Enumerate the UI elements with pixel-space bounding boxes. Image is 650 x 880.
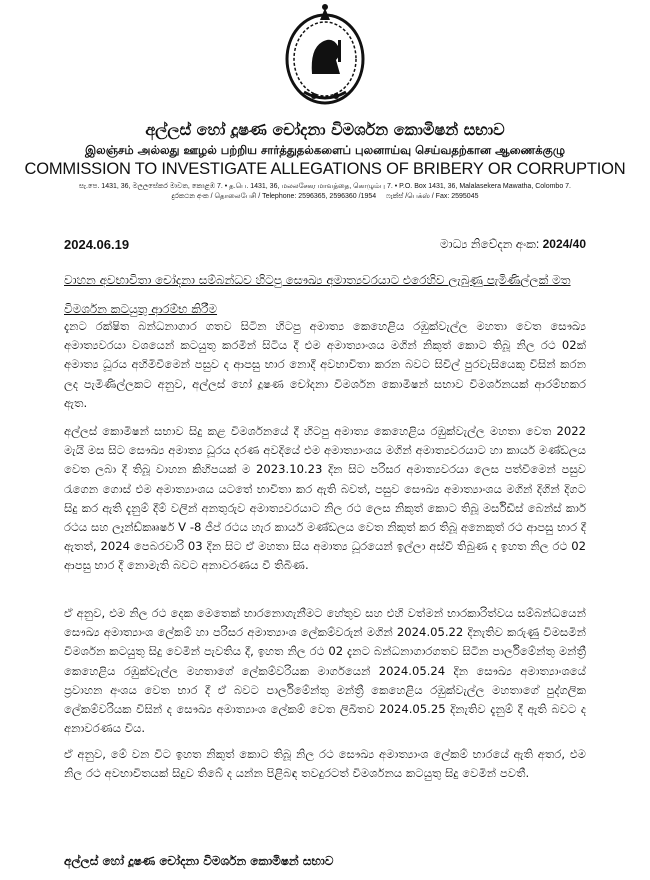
telephone: දුරකථන අංක / தொலைபேசி / Telephone: 2596365, 2596360 /1954 [171,193,377,200]
body-paragraph: ඒ අනුව, එම නිල රථ දෙක මෙතෙක් භාරනොගැනීමට හේතුව සහ එහි වත්මන් භාරකාරිත්වය සම්බන්ධයෙන් සෞඛ්‍ය අමාත්‍යාංශ ලේකම් හා පරිසර අමාත්‍යාංශ ලේකම්වරුන් මගින් 2024.05.22 දිනැතිව කරුණු විමසමින් විමර්ශන කටයුතු සිදු වෙමින් පැවතිය දී, ඉහත නිල රථ 02 දැනට බන්ධනාගාරගතව සිටින පාර්ලිමේන්තු මන්ත්‍රී කෙහෙළිය රඹුක්වැල්ල මහතාගේ ලේකම්වරියක මාර්ගයෙන් 2024.05.24 දින සෞඛ්‍ය අමාත්‍යාංශයේ ප්‍රවාහන අංශය වෙත භාර දී ඒ බවට පාර්ලිමේන්තු මන්ත්‍රී කෙහෙළිය රඹුක්වැල්ල මහතාගේ පුද්ගලික ලේකම්වරියක විසින් ද සෞඛ්‍ය අමාත්‍යාංශ ලේකම් වෙත ලිඛිතව 2024.05.25 දිනැතිව දැනුම් දී ඇති බවට ද අනාවරණය විය. [64,606,586,736]
release-reference [440,237,586,252]
commission-name-english: COMMISSION TO INVESTIGATE ALLEGATIONS OF BRIBERY OR CORRUPTION [24,160,626,178]
fax: ෆැක්ස් /பெக்ஸ் / Fax: 2595045 [385,193,479,200]
address-line: සැ.පෙ. 1431, 36, මලලසේකර මාවත, කොළඹ 7. • த.பெ. 1431, 36, மலலசேகர மாவத்தை, கொழும்பு 7. • P.O. Box 1431, 36, Malalasekera Mawatha, Colombo 7. [78,183,571,190]
release-number: 2024/40 [542,237,586,251]
release-label: මාධ්‍ය නිවේදන අංක: [440,237,540,251]
release-date: 2024.06.19 [64,237,130,252]
body-paragraph: අල්ලස් කොමිෂන් සභාව සිදු කළ විමර්ශනයේ දී හිටපු අමාත්‍ය කෙහෙළිය රඹුක්වැල්ල මහතා වෙත 2022 මැයි මස සිට සෞඛ්‍ය අමාත්‍ය ධූරය දරණ අවදියේ එම අමාත්‍යාංශය මගින් අමාත්‍යවරයාට හා කාර්ය මණ්ඩලය වෙත ලබා දී තිබූ වාහන කිහිපයක් ම 2023.10.23 දින සිට පරිසර අමාත්‍යවරයා ලෙස පත්වීමෙන් පසුව රැගෙන ගොස් එම අමාත්‍යාංශය යටතේ භාවිතා කර ඇති බවත්, පසුව සෞඛ්‍ය අමාත්‍යාංශය මගින් දිගින් දිගට සිදු කර ඇති දැනුම් දීම් වලින් අනතුරුව අමාත්‍යවරයාට නිල රථ ලෙස නිකුත් කොට තිබූ මර්සිඩීස් බෙන්ස් කාර් රථය සහ ලෑන්ඩ්කෲෂර් V -8 ජීප් රථය හැර කාර්ය මණ්ඩලය වෙත නිකුත් කර තිබූ අනෙකුත් රථ ආපසු භාර දී ඇතත්, 2024 පෙබරවාරි 03 දින සිට ඒ මහතා සිය අමාත්‍ය ධූරයෙන් ඉල්ලා අස්වී තිබුණ ද ඉහත නිල රථ 02 ආපසු භාර දී නොමැති බවට අනාවරණය වී තිබිණ. [64,424,586,573]
commission-name-tamil: இலஞ்சம் அல்லது ஊழல் பற்றிய சார்த்துதல்களைப் புலனாய்வு செய்வதற்கான ஆணைக்குழு [84,143,566,157]
contact-line [0,192,650,201]
document-title: වාහන අවභාවිතා චෝදනා සම්බන්ධව හිටපු සෞඛ්‍ය අමාත්‍යවරයාට එරෙහිව ලැබුණු පැමිණිල්ලක් මත විමර්ශන කටයුතු ආරම්භ කිරීම [64,273,571,316]
body-paragraph: දැනට රක්ෂිත බන්ධනාගාර ගතව සිටින හිටපු අමාත්‍ය කෙහෙළිය රඹුක්වැල්ල මහතා වෙත සෞඛ්‍ය අමාත්‍යවරයා වශයෙන් කටයුතු කරමින් සිටිය දී එම අමාත්‍යාංශය මගින් නිකුත් කොට තිබූ නිල රථ 02ක් අමාත්‍ය ධූරය අහිමිවීමෙන් පසුව ද ආපසු භාර නොදී අවභාවිතා කරන බවට සිවිල් පුරවැසියෙකු විසින් කරන ලද පැමිණිල්ලකට අනුව, අල්ලස් හෝ දූෂණ චෝදනා විමර්ශන කොමිෂන් සභාව විමර්ශනයක් ආරම්භකර ඇත. [64,319,586,410]
national-emblem-icon [282,4,368,110]
body-paragraph: ඒ අනුව, මේ වන විට ඉහත නිකුත් කොට තිබූ නිල රථ සෞඛ්‍ය අමාත්‍යාංශ ලේකම් භාරයේ ඇති අතර, එම නිල රථ අවභාවිතයක් සිදුව තිබේ ද යන්න පිළිබඳ තවදුරටත් විමර්ශනය කටයුතු සිදු වෙමින් පවතී. [64,747,586,781]
signature-line: අල්ලස් හෝ දූෂණ චෝදනා විමර්ශන කොමිෂන් සභාව [64,854,334,868]
commission-name-sinhala: අල්ලස් හෝ දූෂණ චෝදනා විමර්ශන කොමිෂන් සභාව [145,120,505,139]
